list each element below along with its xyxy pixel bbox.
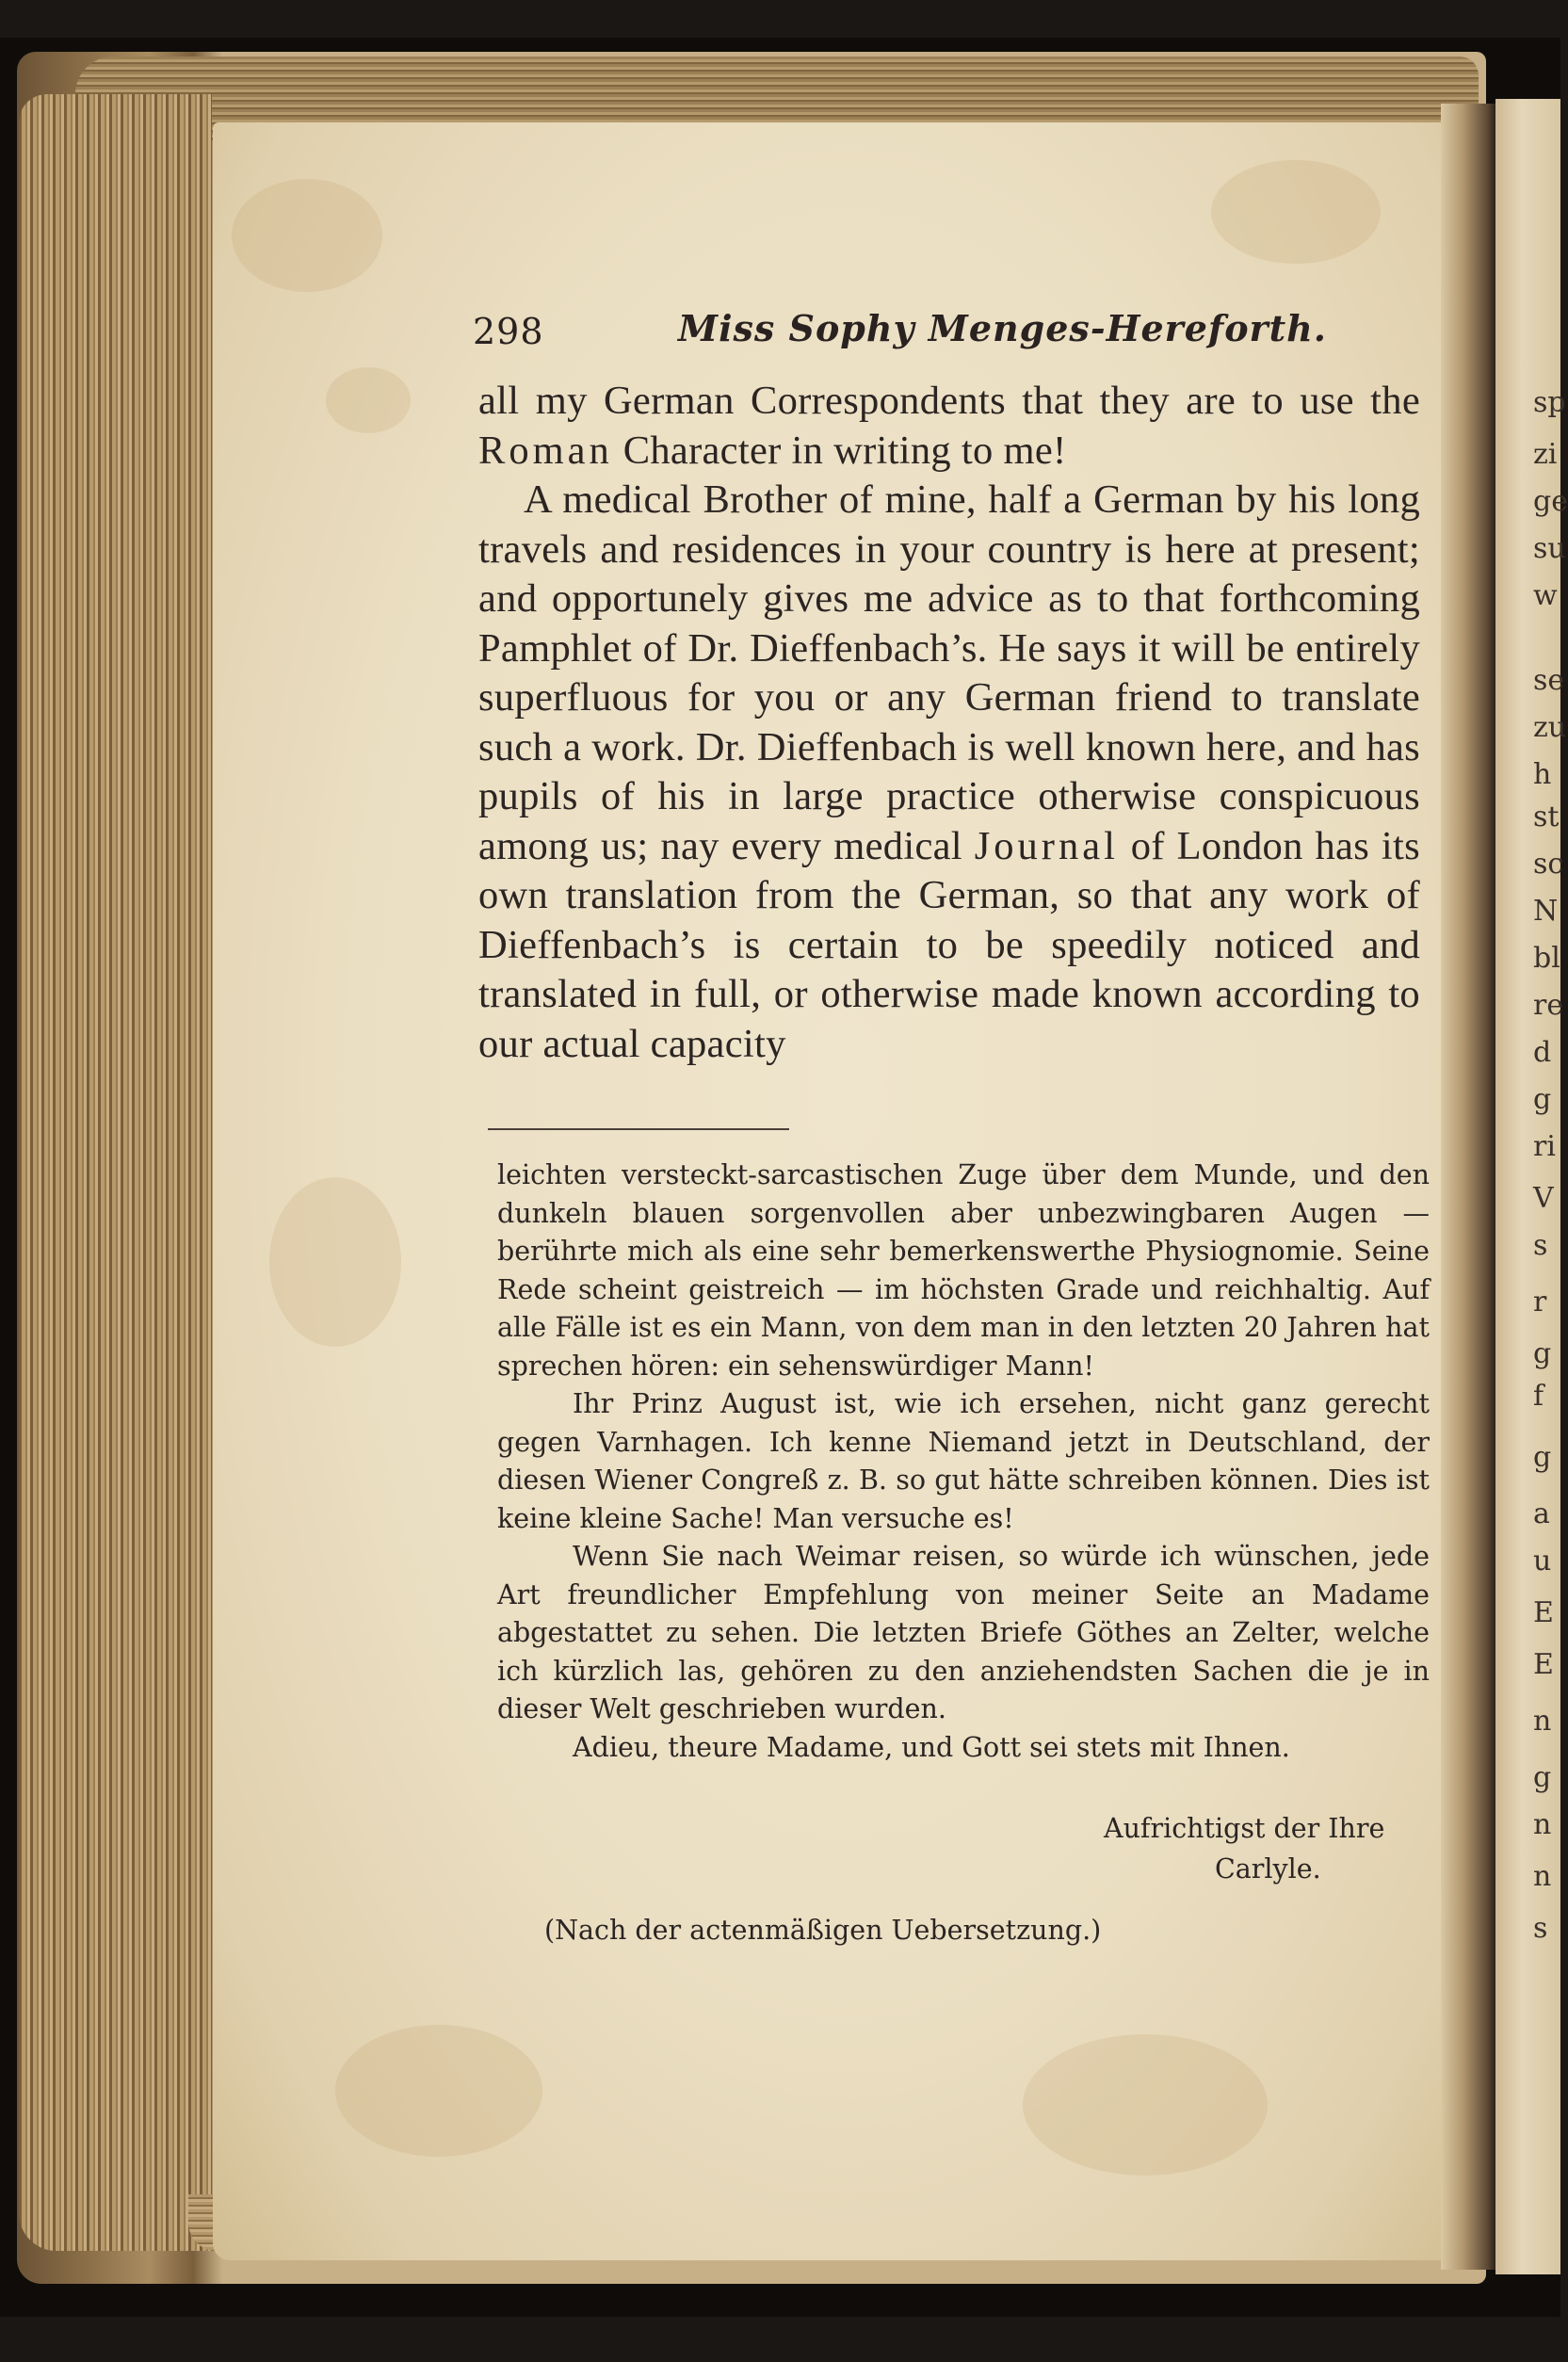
facing-page-fragment: d: [1533, 1036, 1552, 1069]
facing-page-fragment: h: [1533, 758, 1552, 791]
facing-page-fragment: n: [1533, 1808, 1552, 1841]
footnote-paragraph: leichten versteckt-sarcastischen Zuge über dem Munde, und den dunkeln blauen sorgenvollen aber unbezwingbaren Augen — berührte mich als eine sehr bemerkenswerthe Physiognomie. Seine Rede scheint geistreich — im höchsten Grade und reichhaltig. Auf alle Fälle ist es ein Mann, von dem man in den letzten 20 Jahren hat sprechen hören: ein sehenswürdiger Mann!: [497, 1159, 1430, 1382]
facing-page-fragment: ri: [1533, 1130, 1556, 1163]
facing-page-fragment: f: [1533, 1380, 1544, 1413]
facing-page-fragment: g: [1533, 1761, 1552, 1794]
facing-page-fragment: r: [1533, 1286, 1547, 1319]
facing-page-fragment: sp: [1533, 386, 1566, 419]
facing-page-fragment: g: [1533, 1337, 1552, 1370]
facing-page-fragment: st: [1533, 801, 1560, 833]
facing-page-fragment: E: [1533, 1648, 1554, 1681]
spaced-word: Journal: [974, 823, 1119, 868]
body-text-run: Character in writing to me!: [612, 428, 1067, 473]
footnote-text: [497, 1157, 1430, 1767]
footnote-paragraph: Adieu, theure Madame, und Gott sei stets mit Ihnen.: [573, 1731, 1290, 1763]
body-text-run: A medical Brother of mine, half a German by his long travels and residences in your country is here at present; and opportunely gives me advice as to that forthcoming Pamphlet of Dr. Dieffenbach’s. He says it will be entirely superfluous for you or any German friend to translate such a work. Dr. Dieffenbach is well known here, and has pupils of his in large practice otherwise conspicuous among us; nay every medical: [478, 477, 1420, 868]
facing-page-fragment: se: [1533, 664, 1565, 697]
running-head: Miss Sophy Menges-Hereforth.: [678, 307, 1327, 349]
body-text-run: all my German Correspondents that they are to use the: [478, 379, 1420, 423]
facing-page-fragment: sc: [1533, 848, 1564, 881]
facing-page-fragment: E: [1533, 1596, 1554, 1629]
facing-page-fragment: N: [1533, 895, 1559, 928]
paper-stain: [1023, 2034, 1268, 2176]
letter-signature: Carlyle.: [1215, 1853, 1321, 1885]
paper-stain: [232, 179, 382, 292]
facing-page-fragment: zu: [1533, 711, 1567, 744]
translation-note: (Nach der actenmäßigen Uebersetzung.): [544, 1915, 1102, 1946]
paper-stain: [1211, 160, 1381, 264]
facing-page-fragment: g: [1533, 1083, 1552, 1116]
facing-page-fragment: zi: [1533, 438, 1558, 471]
body-paragraph: [478, 377, 1420, 476]
facing-page-fragment: n: [1533, 1705, 1552, 1738]
paper-stain: [326, 367, 411, 433]
facing-page-fragment: n: [1533, 1860, 1552, 1893]
facing-page-fragment: g: [1533, 1441, 1552, 1474]
facing-page-fragment: u: [1533, 1545, 1552, 1577]
facing-page-fragment: bl: [1533, 942, 1560, 975]
page-number: 298: [473, 311, 544, 352]
facing-page-fragment: su: [1533, 532, 1566, 565]
body-text: [478, 377, 1420, 1069]
page-left-edge: [19, 94, 212, 2251]
facing-page-fragment: V: [1533, 1182, 1554, 1215]
facing-page-fragment: s: [1533, 1229, 1548, 1262]
footnote-rule: [488, 1128, 789, 1130]
paper-stain: [269, 1177, 401, 1347]
footnote-paragraph: Wenn Sie nach Weimar reisen, so würde ich wünschen, jede Art freundlicher Empfehlung von meiner Seite an Madame abgestattet zu sehen. Die letzten Briefe Göthes an Zelter, welche ich kürzlich las, gehören zu den anziehendsten Sachen die je in dieser Welt geschrieben wurden.: [497, 1541, 1430, 1724]
facing-page-fragment: s: [1533, 1912, 1548, 1945]
paper-stain: [335, 2025, 542, 2157]
facing-page-fragment: re: [1533, 989, 1564, 1022]
body-paragraph: [478, 476, 1420, 1069]
spaced-word: Roman: [478, 428, 613, 473]
facing-page-fragment: a: [1533, 1497, 1550, 1530]
footnote-paragraph: Ihr Prinz August ist, wie ich ersehen, nicht ganz gerecht gegen Varnhagen. Ich kenne Niemand jetzt in Deutschland, der diesen Wiener Congreß z. B. so gut hätte schreiben können. Dies ist keine kleine Sache! Man versuche es!: [497, 1388, 1430, 1534]
facing-page-fragment: w: [1533, 579, 1558, 612]
letter-closing: Aufrichtigst der Ihre: [1104, 1813, 1385, 1844]
book-gutter: [1441, 104, 1495, 2270]
facing-page-fragment: ge: [1533, 485, 1568, 518]
body-text-run: of London has its own translation from the German, so that any work of Dieffenbach’s is certain to be speedily noticed and translated in full, or otherwise made known according to our actual capacity: [478, 823, 1420, 1066]
